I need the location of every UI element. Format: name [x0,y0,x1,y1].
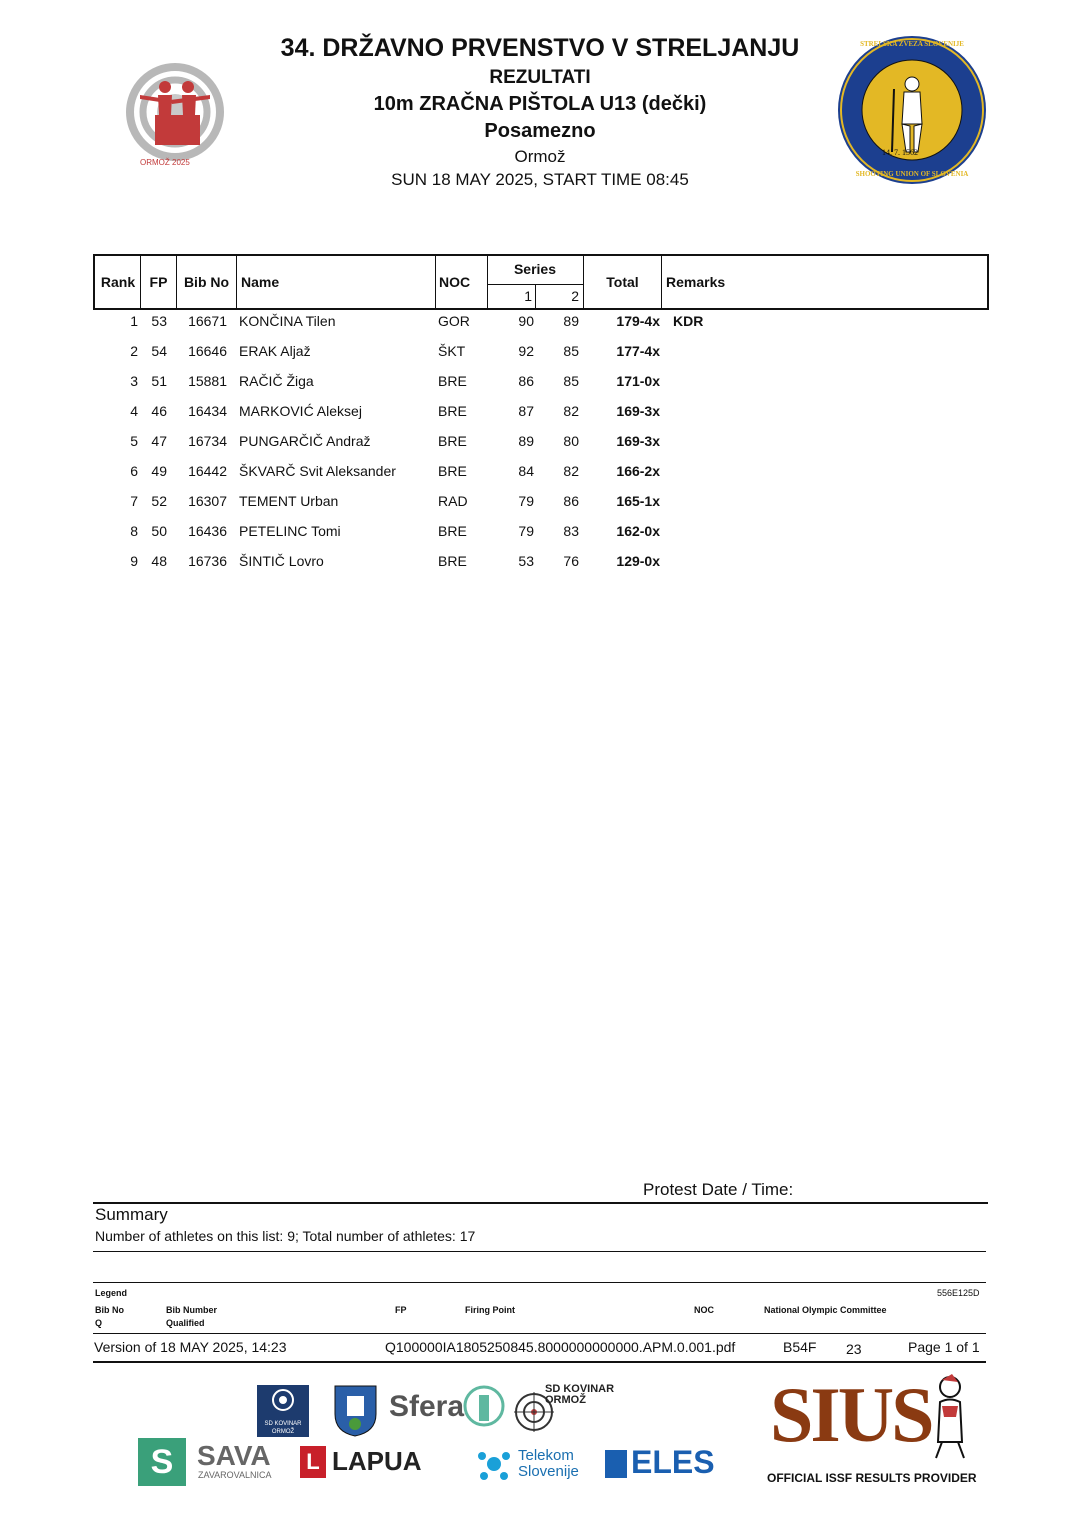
cell-noc: ŠKT [438,343,466,359]
cell-s1: 86 [518,373,534,389]
cell-name: KONČINA Tilen [239,313,336,329]
cell-s2: 82 [563,463,579,479]
legend-desc-bib: Bib Number [166,1305,218,1315]
cell-rank: 3 [130,373,138,389]
col-fp: FP [149,274,168,290]
cell-total: 162-0x [616,523,660,539]
cell-name: MARKOVIĆ Aleksej [239,403,362,419]
cell-fp: 53 [151,313,167,329]
cell-s2: 85 [563,373,579,389]
cell-bib: 16442 [188,463,227,479]
cell-total: 166-2x [616,463,660,479]
shooting-union-logo [836,34,988,186]
legend-abbr-fp: FP [395,1305,407,1315]
cell-rank: 2 [130,343,138,359]
col-remarks: Remarks [666,274,726,290]
cell-s1: 79 [518,493,534,509]
cell-rank: 9 [130,553,138,569]
cell-name: PETELINC Tomi [239,523,341,539]
cell-noc: BRE [438,433,467,449]
sponsor-sd-kovinar: SD KOVINAR ORMOŽ [257,1385,309,1437]
cell-rank: 1 [130,313,138,329]
sponsor-ormoz-crest [333,1384,378,1438]
cell-s2: 83 [563,523,579,539]
footer-num: 23 [846,1341,862,1357]
cell-fp: 50 [151,523,167,539]
cell-bib: 16736 [188,553,227,569]
cell-s2: 80 [563,433,579,449]
cell-name: ŠINTIČ Lovro [239,553,324,569]
col-s2: 2 [571,288,579,304]
cell-total: 179-4x [616,313,660,329]
right-logo-date: 14. 7. 1562 [882,148,918,157]
cell-fp: 47 [151,433,167,449]
cell-name: TEMENT Urban [239,493,339,509]
category-title: Posamezno [484,120,596,142]
col-series: Series [513,261,557,277]
cell-bib: 16436 [188,523,227,539]
sponsor-sava-sub: ZAVAROVALNICA [198,1470,272,1480]
legend-abbr-q: Q [95,1318,103,1328]
left-logo-sub: ORMOŽ 2025 [140,158,190,167]
col-name: Name [241,274,280,290]
cell-s2: 85 [563,343,579,359]
championship-logo [100,40,250,190]
footer-page: Page 1 of 1 [908,1339,980,1355]
summary-text: Number of athletes on this list: 9; Total number of athletes: 17 [95,1228,476,1244]
cell-noc: BRE [438,553,467,569]
cell-s2: 89 [563,313,579,329]
cell-remarks: KDR [673,313,704,329]
cell-rank: 6 [130,463,138,479]
right-logo-text-top: STRELSKA ZVEZA SLOVENIJE [860,40,964,48]
legend-code: 556E125D [937,1288,980,1298]
cell-fp: 54 [151,343,167,359]
cell-bib: 16307 [188,493,227,509]
sponsor-telekom: Telekom [518,1447,574,1464]
cell-rank: 8 [130,523,138,539]
cell-noc: BRE [438,463,467,479]
sponsor-sava: SAVA [197,1440,271,1471]
sponsor-sfera-icon [463,1385,505,1427]
cell-fp: 46 [151,403,167,419]
cell-noc: BRE [438,403,467,419]
cell-total: 177-4x [616,343,660,359]
sponsor-lapua-icon: L [300,1446,326,1478]
legend-desc-fp: Firing Point [465,1305,515,1315]
legend-title: Legend [95,1288,128,1298]
cell-bib: 16646 [188,343,227,359]
sponsor-sfera: Sfera [389,1390,465,1423]
sponsor-lapua: LAPUA [332,1446,422,1476]
footer-file: Q100000IA1805250845.8000000000000.APM.0.001.pdf [385,1339,736,1355]
cell-noc: RAD [438,493,468,509]
sius-logo: SIUS [770,1371,932,1458]
cell-bib: 16671 [188,313,227,329]
results-subtitle: REZULTATI [489,67,591,88]
cell-fp: 51 [151,373,167,389]
cell-fp: 49 [151,463,167,479]
sponsor-eles: ELES [631,1444,715,1480]
protest-label: Protest Date / Time: [643,1180,794,1199]
footer-code: B54F [783,1339,817,1355]
cell-noc: BRE [438,373,467,389]
cell-name: PUNGARČIČ Andraž [239,433,371,449]
cell-fp: 48 [151,553,167,569]
championship-title: 34. DRŽAVNO PRVENSTVO V STRELJANJU [280,34,800,62]
sponsor-telekom-icon [474,1444,514,1484]
cell-bib: 16734 [188,433,227,449]
cell-s2: 82 [563,403,579,419]
legend-desc-noc: National Olympic Committee [764,1305,887,1315]
sponsor-sava-icon: S [138,1438,186,1486]
col-rank: Rank [100,274,136,290]
cell-total: 169-3x [616,433,660,449]
cell-s1: 79 [518,523,534,539]
sponsor-telekom2: Slovenije [518,1463,579,1480]
summary-title: Summary [95,1205,168,1224]
legend-abbr-bib: Bib No [95,1305,124,1315]
col-noc: NOC [439,274,471,290]
cell-s2: 86 [563,493,579,509]
date-time: SUN 18 MAY 2025, START TIME 08:45 [391,170,689,189]
cell-s2: 76 [563,553,579,569]
cell-s1: 84 [518,463,534,479]
sponsor-eles-icon [605,1450,627,1478]
cell-s1: 92 [518,343,534,359]
right-logo-text-bottom: SHOOTING UNION OF SLOVENIA [855,170,969,178]
cell-name: RAČIČ Žiga [239,373,314,389]
cell-noc: GOR [438,313,470,329]
cell-total: 129-0x [616,553,660,569]
sponsor-sd2: SD KOVINAR ORMOŽ [545,1383,615,1406]
cell-bib: 16434 [188,403,227,419]
cell-fp: 52 [151,493,167,509]
cell-total: 169-3x [616,403,660,419]
cell-name: ŠKVARČ Svit Aleksander [239,463,396,479]
legend-desc-q: Qualified [166,1318,205,1328]
location: Ormož [514,147,566,166]
cell-s1: 53 [518,553,534,569]
col-total: Total [606,274,639,290]
cell-rank: 7 [130,493,138,509]
cell-bib: 15881 [188,373,227,389]
cell-s1: 87 [518,403,534,419]
cell-noc: BRE [438,523,467,539]
cell-total: 171-0x [616,373,660,389]
cell-name: ERAK Aljaž [239,343,311,359]
sius-mascot-icon [920,1372,975,1462]
legend-abbr-noc: NOC [694,1305,714,1315]
cell-rank: 4 [130,403,138,419]
col-s1: 1 [524,288,532,304]
cell-s1: 90 [518,313,534,329]
event-title: 10m ZRAČNA PIŠTOLA U13 (dečki) [373,93,707,115]
cell-total: 165-1x [616,493,660,509]
cell-rank: 5 [130,433,138,449]
col-bib: Bib No [183,274,230,290]
sius-subtitle: OFFICIAL ISSF RESULTS PROVIDER [767,1471,977,1485]
footer-version: Version of 18 MAY 2025, 14:23 [94,1339,287,1355]
cell-s1: 89 [518,433,534,449]
